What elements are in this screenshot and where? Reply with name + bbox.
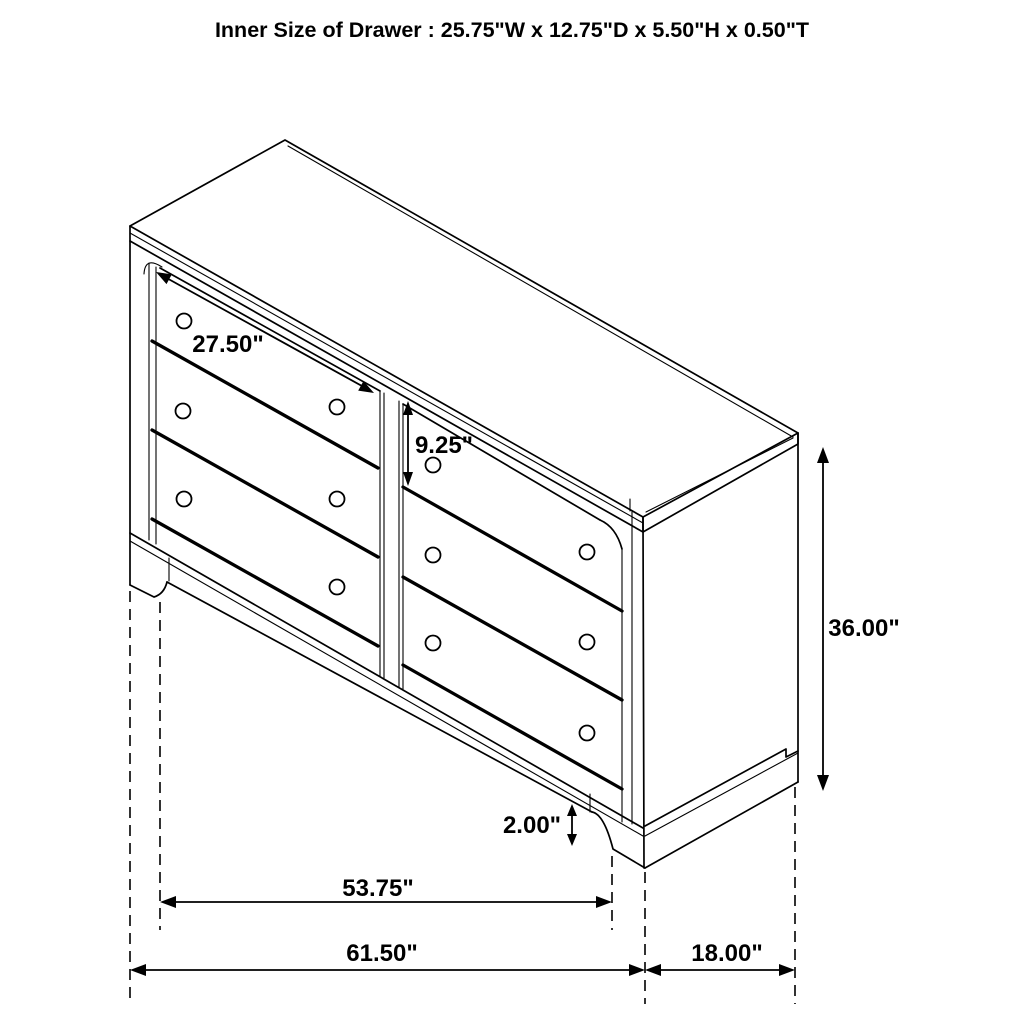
dimension-base-height — [503, 804, 577, 846]
dim-label-drawer-face-height: 9.25" — [414, 432, 474, 459]
arrowhead — [403, 401, 413, 415]
arrowhead — [596, 896, 612, 908]
arrowhead — [567, 804, 577, 816]
top-right-edge-inner — [646, 438, 793, 512]
arrowhead — [645, 964, 661, 976]
arrowhead — [403, 472, 413, 486]
drawer-knob — [426, 458, 441, 473]
dim-label-overall-height: 36.00" — [828, 615, 900, 642]
drawer-knob — [580, 726, 595, 741]
arrowhead — [567, 834, 577, 846]
dim-label-overall-depth: 18.00" — [691, 940, 763, 967]
dim-label-overall-width: 61.50" — [346, 940, 418, 967]
arrowhead — [629, 964, 645, 976]
dimension-drawer-width — [156, 272, 374, 393]
drawer-separators — [152, 341, 622, 789]
front-right-corner-edge — [643, 517, 644, 868]
dresser-front — [130, 226, 644, 868]
drawer-knob — [177, 314, 192, 329]
dresser-base — [130, 533, 645, 868]
diagram-title: Inner Size of Drawer : 25.75"W x 12.75"D x 5.50"H x 0.50"T — [214, 18, 810, 42]
opening-corner-arc — [600, 520, 622, 549]
dimension-overall-height — [817, 447, 900, 791]
dimension-leg-span — [160, 875, 612, 908]
dim-label-base-height: 2.00" — [502, 812, 562, 839]
right-foot — [592, 812, 645, 868]
left-foot — [130, 582, 167, 597]
drawer-knob — [426, 636, 441, 651]
plinth-front-molding — [130, 541, 643, 836]
drawer-knob — [580, 635, 595, 650]
left-stile-inner-edges — [149, 263, 156, 544]
drawer-knob — [330, 492, 345, 507]
drawer-knob — [177, 492, 192, 507]
dimension-overall-depth — [645, 940, 795, 976]
top-slab-band-side — [643, 433, 798, 532]
top-front-edge-inner — [130, 233, 643, 523]
dimension-overall-width — [130, 940, 645, 976]
top-back-edge-inner — [288, 146, 793, 437]
dresser-side — [645, 433, 798, 868]
arrowhead — [779, 964, 795, 976]
side-plinth-top-edge — [645, 749, 798, 826]
dim-label-leg-span: 53.75" — [342, 875, 414, 902]
drawer-knob — [580, 545, 595, 560]
arrowhead — [817, 447, 829, 463]
drawer-knob — [330, 580, 345, 595]
arrowhead — [130, 964, 146, 976]
arrowhead — [160, 896, 176, 908]
dim-label-drawer-width: 27.50" — [192, 331, 264, 358]
drawer-knob — [426, 548, 441, 563]
arrowhead — [817, 775, 829, 791]
plinth-front-top-edge — [130, 533, 643, 828]
top-slab-band-front — [130, 241, 643, 532]
right-post-edges — [622, 499, 632, 824]
center-divider — [380, 391, 403, 689]
top-face-outline — [130, 140, 798, 517]
drawer-knob — [330, 400, 345, 415]
drawer-knob — [176, 404, 191, 419]
